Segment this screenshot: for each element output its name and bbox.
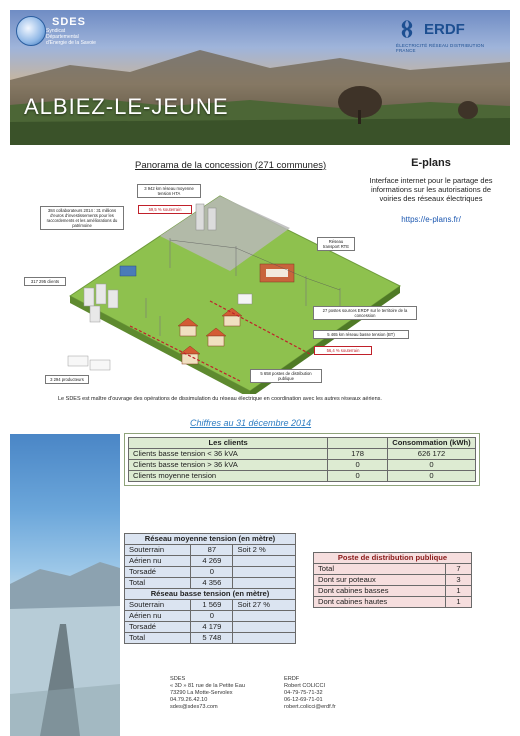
row-value: 87 [191, 545, 233, 556]
row-label: Souterrain [125, 600, 191, 611]
eplans-title: E-plans [411, 157, 451, 169]
contact-email[interactable]: sdes@sdes73.com [170, 704, 218, 710]
row-consumption: 626 172 [387, 449, 475, 460]
row-label: Clients moyenne tension [129, 471, 328, 482]
table-row [125, 567, 296, 578]
row-label: Clients basse tension > 36 kVA [129, 460, 328, 471]
contact-line: 06-12-69-71-01 [284, 697, 323, 703]
clients-count-header [328, 438, 388, 449]
table-row [314, 575, 472, 586]
row-label: Total [125, 633, 191, 644]
sdes-logo-name: SDES [52, 16, 86, 28]
row-label: Dont cabines hautes [314, 597, 446, 608]
table-row [125, 611, 296, 622]
table-row [125, 600, 296, 611]
row-percent [233, 567, 296, 578]
row-label: Total [125, 578, 191, 589]
sdes-globe-icon [16, 16, 46, 46]
row-percent [233, 622, 296, 633]
callout-bt-underground: 56,4 % souterrain [314, 346, 372, 355]
contact-line: 04.79.26.42.10 [170, 697, 208, 703]
callout-staff-investments: 384 collaborateurs 2014 : 31 millions d'euros d'investissements pour les raccordements et les améliorations du patrimoine [40, 206, 124, 230]
table-row [125, 622, 296, 633]
lake-landscape [10, 434, 120, 736]
row-value: 4 179 [191, 622, 233, 633]
row-value: 4 269 [191, 556, 233, 567]
eplans-link[interactable]: https://e-plans.fr/ [401, 215, 461, 224]
table-row [129, 471, 476, 482]
row-percent [233, 611, 296, 622]
table-header-row [314, 553, 472, 564]
row-label: Souterrain [125, 545, 191, 556]
row-percent [233, 556, 296, 567]
row-label: Dont cabines basses [314, 586, 446, 597]
callout-source-posts: 27 postes sources ERDF sur le territoire de la concession [313, 306, 417, 320]
table-row [314, 564, 472, 575]
sdes-logo-line: d'Energie de la Savoie [46, 40, 96, 46]
contact-email[interactable]: robert.colicci@erdf.fr [284, 704, 336, 710]
table-header-row [125, 589, 296, 600]
panorama-heading: Panorama de la concession (271 communes) [135, 160, 327, 171]
table-row [129, 449, 476, 460]
table-row [125, 545, 296, 556]
hta-table-title: Réseau moyenne tension (en mètre) [125, 534, 296, 545]
contact-line: Robert COLICCI [284, 683, 326, 689]
consumption-header: Consommation (kWh) [387, 438, 475, 449]
row-label: Total [314, 564, 446, 575]
erdf-tagline: ÉLECTRICITÉ RÉSEAU DISTRIBUTION FRANCE [396, 43, 485, 53]
row-value: 1 [446, 586, 472, 597]
clients-header: Les clients [129, 438, 328, 449]
table-row [314, 597, 472, 608]
table-row [125, 556, 296, 567]
header-banner [10, 10, 510, 145]
row-percent [233, 633, 296, 644]
sdes-contact [170, 676, 245, 711]
figures-date: Chiffres au 31 décembre 2014 [190, 418, 312, 428]
town-title: ALBIEZ-LE-JEUNE [24, 94, 229, 119]
table-row [129, 460, 476, 471]
row-value: 7 [446, 564, 472, 575]
row-consumption: 0 [387, 460, 475, 471]
sdes-note: Le SDES est maître d'ouvrage des opérations de dissimulation du réseau électrique en coordination avec les autres réseaux aériens. [58, 396, 382, 402]
erdf-swirl-icon [396, 18, 418, 40]
row-consumption: 0 [387, 471, 475, 482]
row-value: 1 569 [191, 600, 233, 611]
sdes-logo-line: Départemental [46, 34, 79, 40]
row-label: Dont sur poteaux [314, 575, 446, 586]
row-count: 178 [328, 449, 388, 460]
contact-line: 73290 La Motte-Servolex [170, 690, 233, 696]
callout-hta-underground: 59,5 % souterrain [138, 205, 192, 214]
callout-distribution-posts: 5 658 postes de distribution publique [250, 369, 322, 383]
sdes-logo-line: Syndicat [46, 28, 66, 34]
callout-transport-network: Réseau transport RTE [317, 237, 355, 251]
table-header-row [129, 438, 476, 449]
bt-table-title: Réseau basse tension (en mètre) [125, 589, 296, 600]
contact-line: SDES [170, 676, 186, 682]
callout-producers: 3 294 producteurs [45, 375, 89, 384]
row-value: 1 [446, 597, 472, 608]
lake-photo [10, 434, 120, 736]
erdf-logo-name: ERDF [424, 20, 465, 38]
poste-table-title: Poste de distribution publique [314, 553, 472, 564]
callout-bt-length: 5 465 km réseau basse tension (BT) [313, 330, 409, 339]
row-count: 0 [328, 460, 388, 471]
table-row [314, 586, 472, 597]
distribution-post-table [313, 552, 472, 608]
row-value: 5 748 [191, 633, 233, 644]
eplans-description: Interface internet pour le partage des informations sur les autorisations de voiries des réseaux électriques [369, 176, 493, 203]
row-value: 0 [191, 567, 233, 578]
sdes-logo [16, 16, 134, 66]
contact-line: 04-79-75-71-32 [284, 690, 323, 696]
callout-hta-length: 3 942 km réseau moyenne tension HTA [137, 184, 201, 198]
row-percent [233, 578, 296, 589]
eplans-panel [362, 157, 500, 252]
row-label: Clients basse tension < 36 kVA [129, 449, 328, 460]
erdf-contact [284, 676, 336, 711]
row-label: Torsadé [125, 622, 191, 633]
row-value: 3 [446, 575, 472, 586]
row-value: 4 356 [191, 578, 233, 589]
row-label: Aérien nu [125, 611, 191, 622]
clients-table [128, 437, 476, 482]
table-row [125, 633, 296, 644]
row-label: Aérien nu [125, 556, 191, 567]
network-length-table [124, 533, 296, 644]
contact-line: « 3D » 81 rue de la Petite Eau [170, 683, 245, 689]
row-percent: Soit 2 % [233, 545, 296, 556]
row-value: 0 [191, 611, 233, 622]
row-label: Torsadé [125, 567, 191, 578]
table-header-row [125, 534, 296, 545]
erdf-logo [396, 18, 496, 53]
row-percent: Soit 27 % [233, 600, 296, 611]
callout-clients: 317 295 clients [24, 277, 66, 286]
table-row [125, 578, 296, 589]
row-count: 0 [328, 471, 388, 482]
contact-line: ERDF [284, 676, 300, 682]
